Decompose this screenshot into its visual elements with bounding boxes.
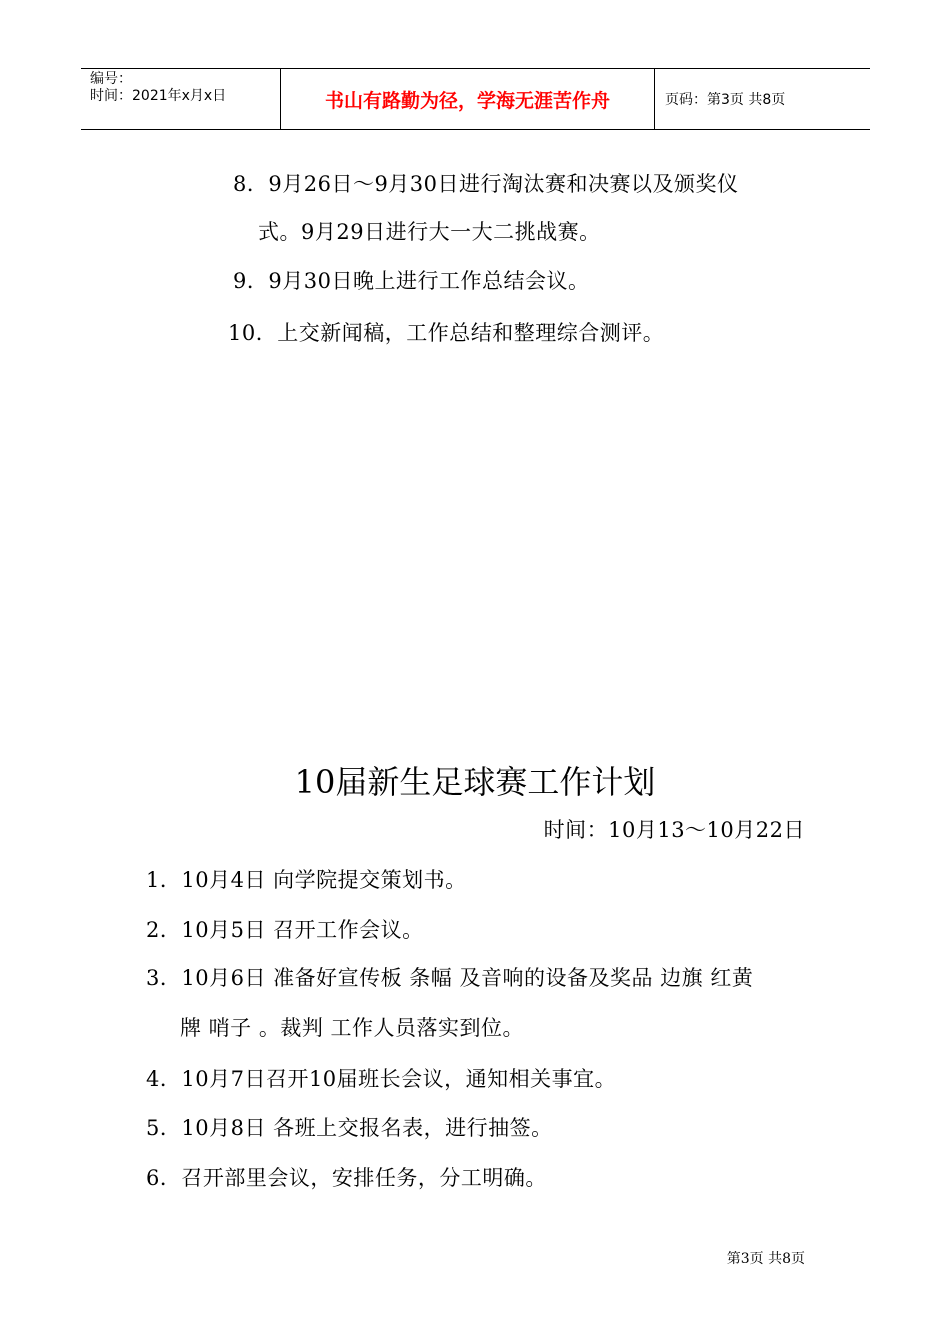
header-page-info: 页码：第3页 共8页	[665, 92, 786, 108]
header-meta	[81, 69, 281, 129]
page-header	[81, 68, 870, 130]
header-motto: 书山有路勤为径，学海无涯苦作舟	[281, 69, 655, 129]
plan-item-1: 1．10月4日 向学院提交策划书。	[146, 868, 467, 892]
plan-item-6: 6．召开部里会议，安排任务，分工明确。	[146, 1166, 547, 1190]
plan-item-3-line2: 牌 哨子 。裁判 工作人员落实到位。	[180, 1016, 525, 1040]
time-label: 时间：2021年x月x日	[90, 88, 227, 104]
list-item-9: 9．9月30日晚上进行工作总结会议。	[233, 269, 590, 293]
list-item-8-line2: 式。9月29日进行大一大二挑战赛。	[258, 220, 601, 244]
list-item-10: 10．上交新闻稿，工作总结和整理综合测评。	[228, 321, 665, 345]
plan-item-3-line1: 3．10月6日 准备好宣传板 条幅 及音响的设备及奖品 边旗 红黄	[146, 966, 754, 990]
page-footer: 第3页 共8页	[726, 1251, 805, 1267]
serial-label: 编号：	[90, 71, 132, 87]
plan-time: 时间：10月13～10月22日	[543, 818, 805, 842]
plan-item-5: 5．10月8日 各班上交报名表，进行抽签。	[146, 1116, 553, 1140]
list-item-8-line1: 8．9月26日～9月30日进行淘汰赛和决赛以及颁奖仪	[233, 172, 739, 196]
plan-item-4: 4．10月7日召开10届班长会议，通知相关事宜。	[146, 1067, 617, 1091]
plan-title: 10届新生足球赛工作计划	[294, 763, 656, 801]
plan-item-2: 2．10月5日 召开工作会议。	[146, 918, 424, 942]
